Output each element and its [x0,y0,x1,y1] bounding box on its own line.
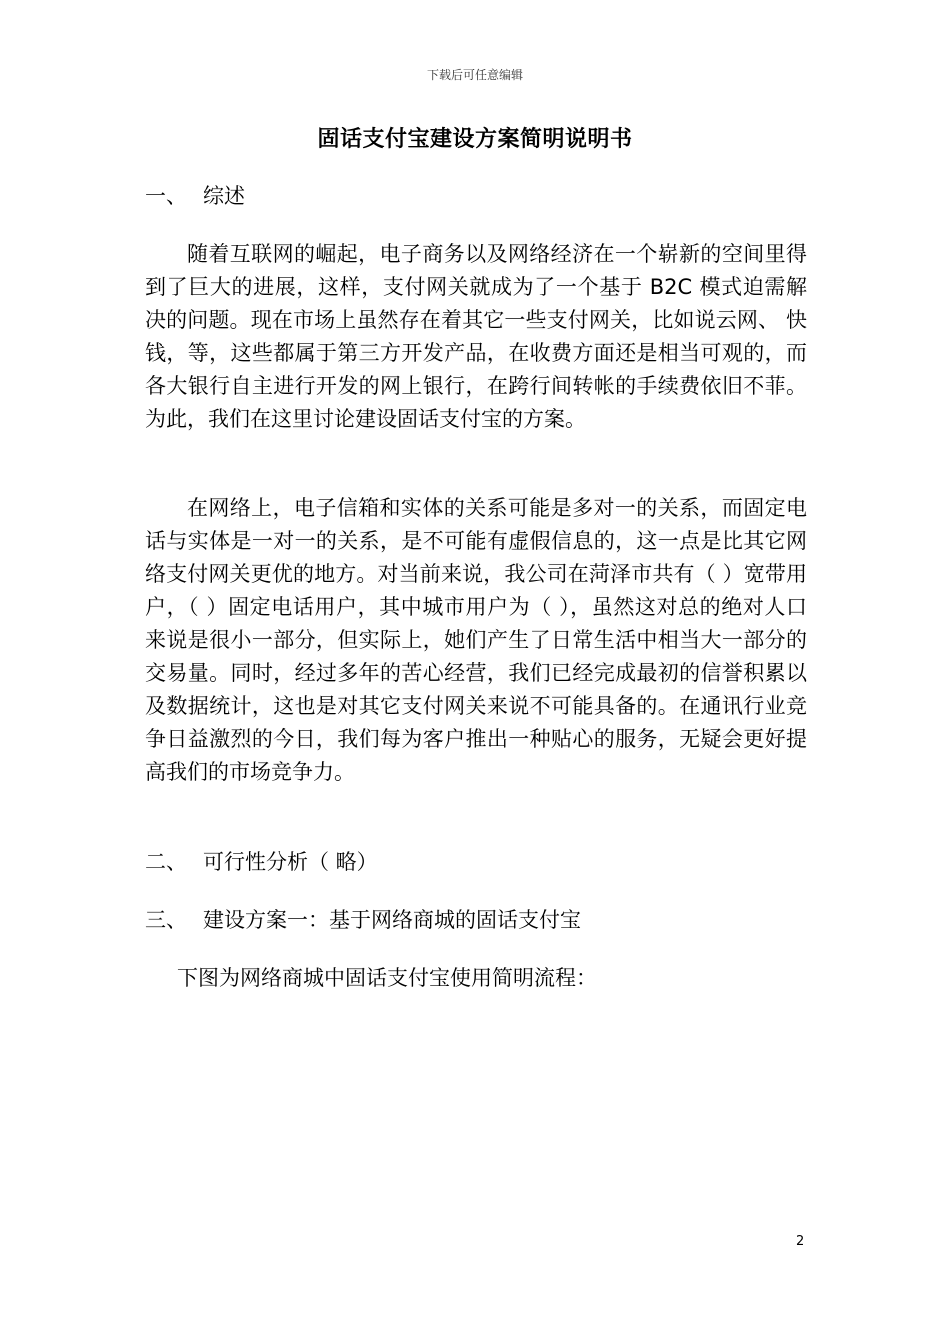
paragraph-advantage: 在网络上，电子信箱和实体的关系可能是多对一的关系，而固定电话与实体是一对一的关系，是不可能有虚假信息的，这一点是比其它网络支付网关更优的地方。对当前来说，我公司在菏泽市共有（ ）宽带用户，（ ）固定电话用户，其中城市用户为（ ），虽然这对总的绝对人口来说是很小一部分，但实际上，她们产生了日常生活中相当大一部分的交易量。同时，经过多年的苦心经营，我们已经完成最初的信誉积累以及数据统计，这也是对其它支付网关来说不可能具备的。在通讯行业竞争日益激烈的今日，我们每为客户推出一种贴心的服务，无疑会更好提高我们的市场竞争力。 [145,496,807,784]
document-title: 固话支付宝建设方案简明说明书 [317,127,633,152]
section-title: 建设方案一：基于网络商城的固话支付宝 [203,908,581,932]
section-title: 综述 [203,184,245,208]
section-heading-3 [145,904,581,934]
section-heading-1 [145,180,245,210]
section-title: 可行性分析（ 略） [203,850,378,874]
paragraph-flow-intro: 下图为网络商城中固话支付宝使用简明流程： [177,966,597,990]
paragraph-overview: 随着互联网的崛起，电子商务以及网络经济在一个崭新的空间里得到了巨大的进展，这样，支付网关就成为了一个基于 B2C 模式迫需解决的问题。现在市场上虽然存在着其它一些支付网关，比如说云网、 快钱，等，这些都属于第三方开发产品，在收费方面还是相当可观的，而各大银行自主进行开发的网上银行，在跨行间转帐的手续费依旧不菲。为此，我们在这里讨论建设固话支付宝的方案。 [145,242,807,431]
section-number: 三、 [145,908,187,932]
section-number: 一、 [145,184,187,208]
section-heading-2 [145,846,378,876]
page-header: 下载后可任意编辑 [426,68,523,82]
page-number: 2 [796,1234,805,1249]
section-number: 二、 [145,850,187,874]
